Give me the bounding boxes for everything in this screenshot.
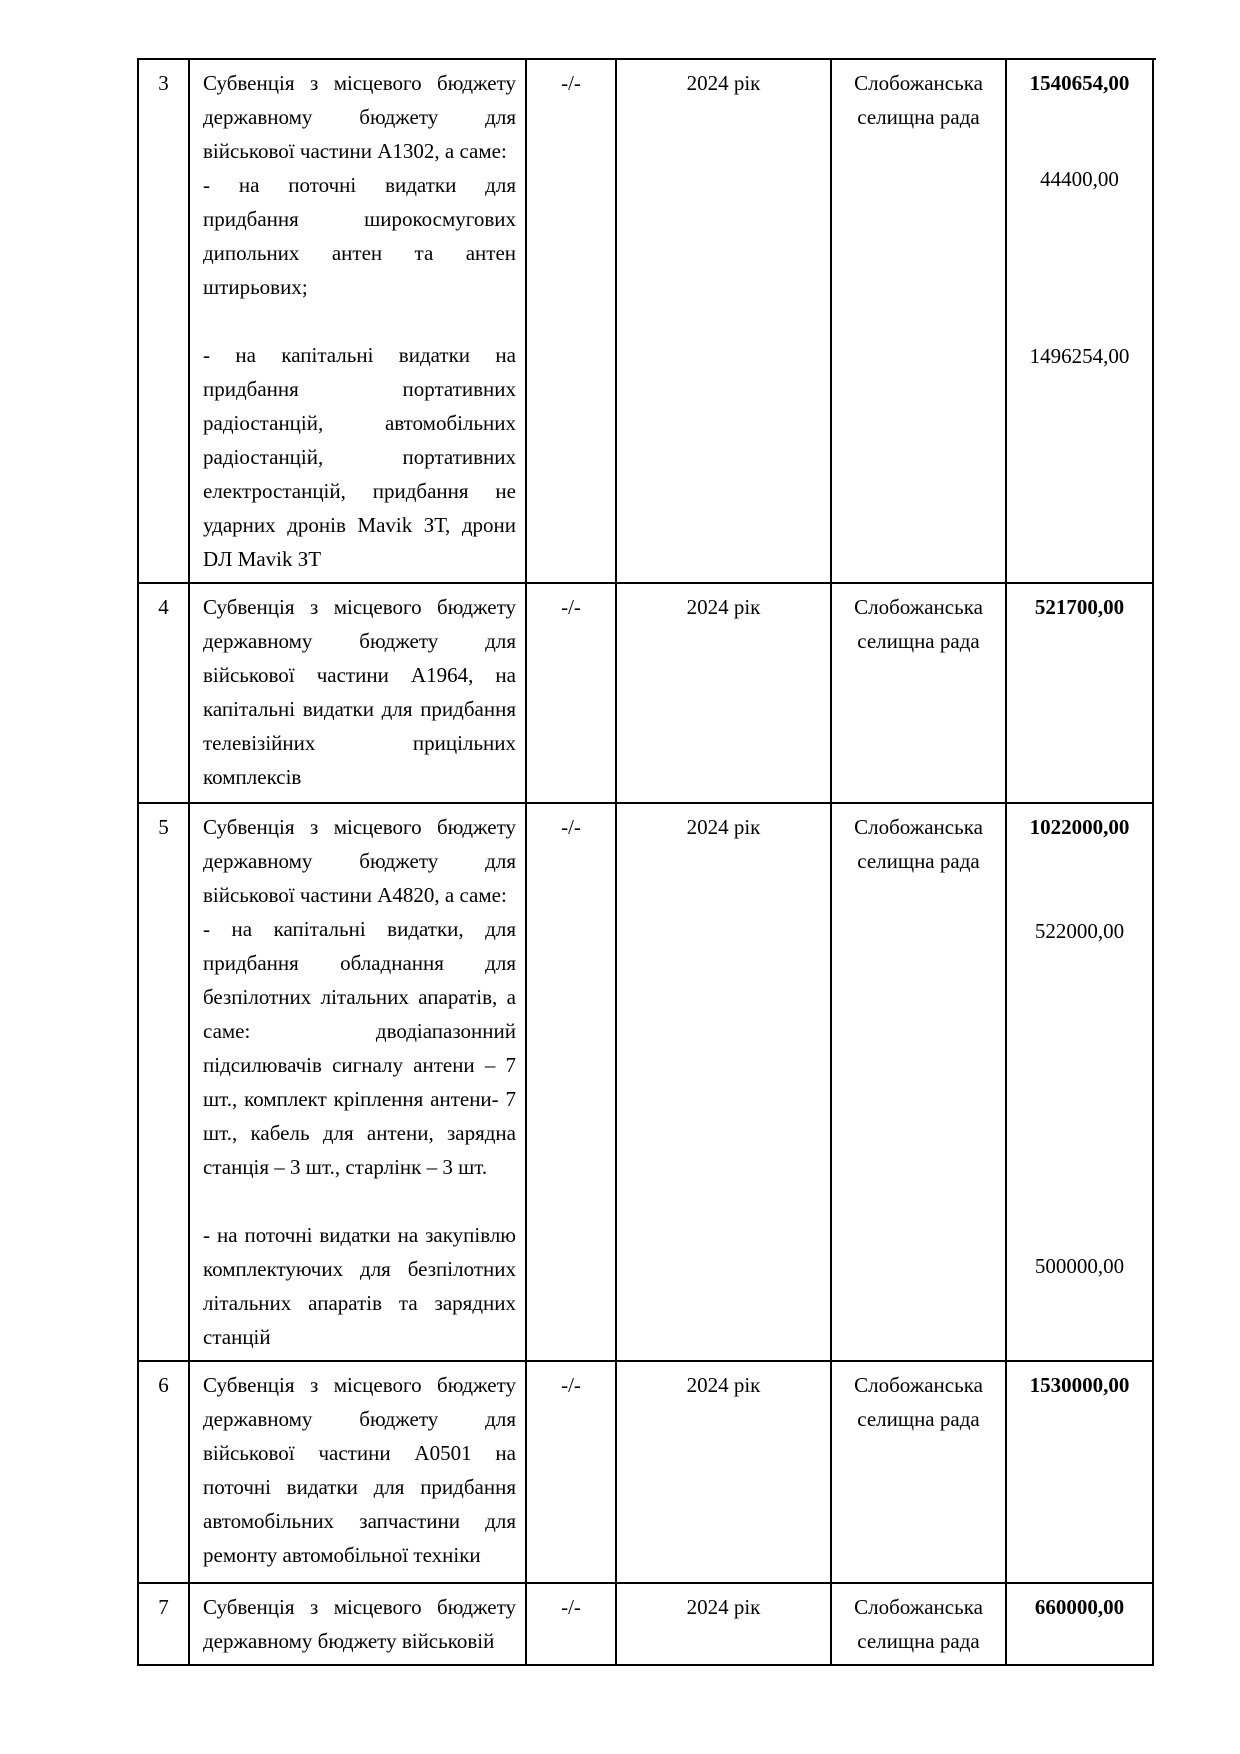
total-amount: 660000,00: [1034, 1595, 1125, 1619]
description-paragraph: - на капітальні видатки на придбання портативних радіостанцій, автомобільних радіостанцій, портативних електростанцій, придбання не ударних дронів Mavik ЗТ, дрони DЛ Mavik ЗТ: [203, 343, 516, 571]
row-number-cell: 5: [139, 804, 190, 1362]
table-row: [139, 804, 1156, 1362]
council-cell: Слобожанська селищна рада: [832, 1362, 1007, 1584]
total-amount: 1540654,00: [1029, 71, 1130, 95]
sub-amount: 522000,00: [1034, 919, 1125, 943]
period-marker-cell: -/-: [527, 584, 617, 804]
row-number-cell: 6: [139, 1362, 190, 1584]
sub-amount: 44400,00: [1040, 167, 1119, 191]
period-marker-cell: -/-: [527, 1584, 617, 1666]
description-cell: [190, 60, 527, 584]
description-paragraph: Субвенція з місцевого бюджету державному бюджету військовій: [203, 1595, 516, 1653]
total-amount: 521700,00: [1034, 595, 1125, 619]
table-row: [139, 1362, 1156, 1584]
period-marker-cell: -/-: [527, 60, 617, 584]
description-paragraph: Субвенція з місцевого бюджету державному бюджету для військової частини А1302, а саме:: [203, 71, 516, 163]
year-cell: 2024 рік: [617, 1362, 832, 1584]
amount-cell: [1007, 804, 1154, 1362]
amount-cell: [1007, 584, 1154, 804]
year-cell: 2024 рік: [617, 804, 832, 1362]
description-cell: [190, 584, 527, 804]
period-marker-cell: -/-: [527, 1362, 617, 1584]
description-paragraph: - на капітальні видатки, для придбання обладнання для безпілотних літальних апаратів, а саме: дводіапазонний підсилювачів сигналу антени – 7 шт., комплект кріплення антени- 7 шт., кабель для антени, зарядна станція – 3 шт., старлінк – 3 шт.: [203, 917, 516, 1179]
year-cell: 2024 рік: [617, 1584, 832, 1666]
description-cell: [190, 1584, 527, 1666]
amount-cell: [1007, 1362, 1154, 1584]
description-paragraph: Субвенція з місцевого бюджету державному бюджету для військової частини А0501 на поточні видатки для придбання автомобільних запчастини для ремонту автомобільної техніки: [203, 1373, 516, 1567]
description-paragraph: Субвенція з місцевого бюджету державному бюджету для військової частини А1964, на капітальні видатки для придбання телевізійних прицільних комплексів: [203, 595, 516, 789]
row-number-cell: 4: [139, 584, 190, 804]
period-marker-cell: -/-: [527, 804, 617, 1362]
amount-cell: [1007, 1584, 1154, 1666]
council-cell: Слобожанська селищна рада: [832, 584, 1007, 804]
council-cell: Слобожанська селищна рада: [832, 804, 1007, 1362]
description-paragraph: - на поточні видатки на закупівлю комплектуючих для безпілотних літальних апаратів та зарядних станцій: [203, 1223, 516, 1349]
table-row: [139, 60, 1156, 584]
description-paragraph: Субвенція з місцевого бюджету державному бюджету для військової частини А4820, а саме:: [203, 815, 516, 907]
sub-amount: 1496254,00: [1029, 344, 1130, 368]
table-row: [139, 1584, 1156, 1666]
total-amount: 1022000,00: [1029, 815, 1130, 839]
description-cell: [190, 804, 527, 1362]
total-amount: 1530000,00: [1029, 1373, 1130, 1397]
year-cell: 2024 рік: [617, 584, 832, 804]
subvention-table: [137, 58, 1156, 1666]
description-paragraph: - на поточні видатки для придбання широкосмугових дипольних антен та антен штирьових;: [203, 173, 516, 299]
year-cell: 2024 рік: [617, 60, 832, 584]
description-cell: [190, 1362, 527, 1584]
table-row: [139, 584, 1156, 804]
sub-amount: 500000,00: [1034, 1254, 1125, 1278]
council-cell: Слобожанська селищна рада: [832, 1584, 1007, 1666]
row-number-cell: 3: [139, 60, 190, 584]
amount-cell: [1007, 60, 1154, 584]
council-cell: Слобожанська селищна рада: [832, 60, 1007, 584]
row-number-cell: 7: [139, 1584, 190, 1666]
